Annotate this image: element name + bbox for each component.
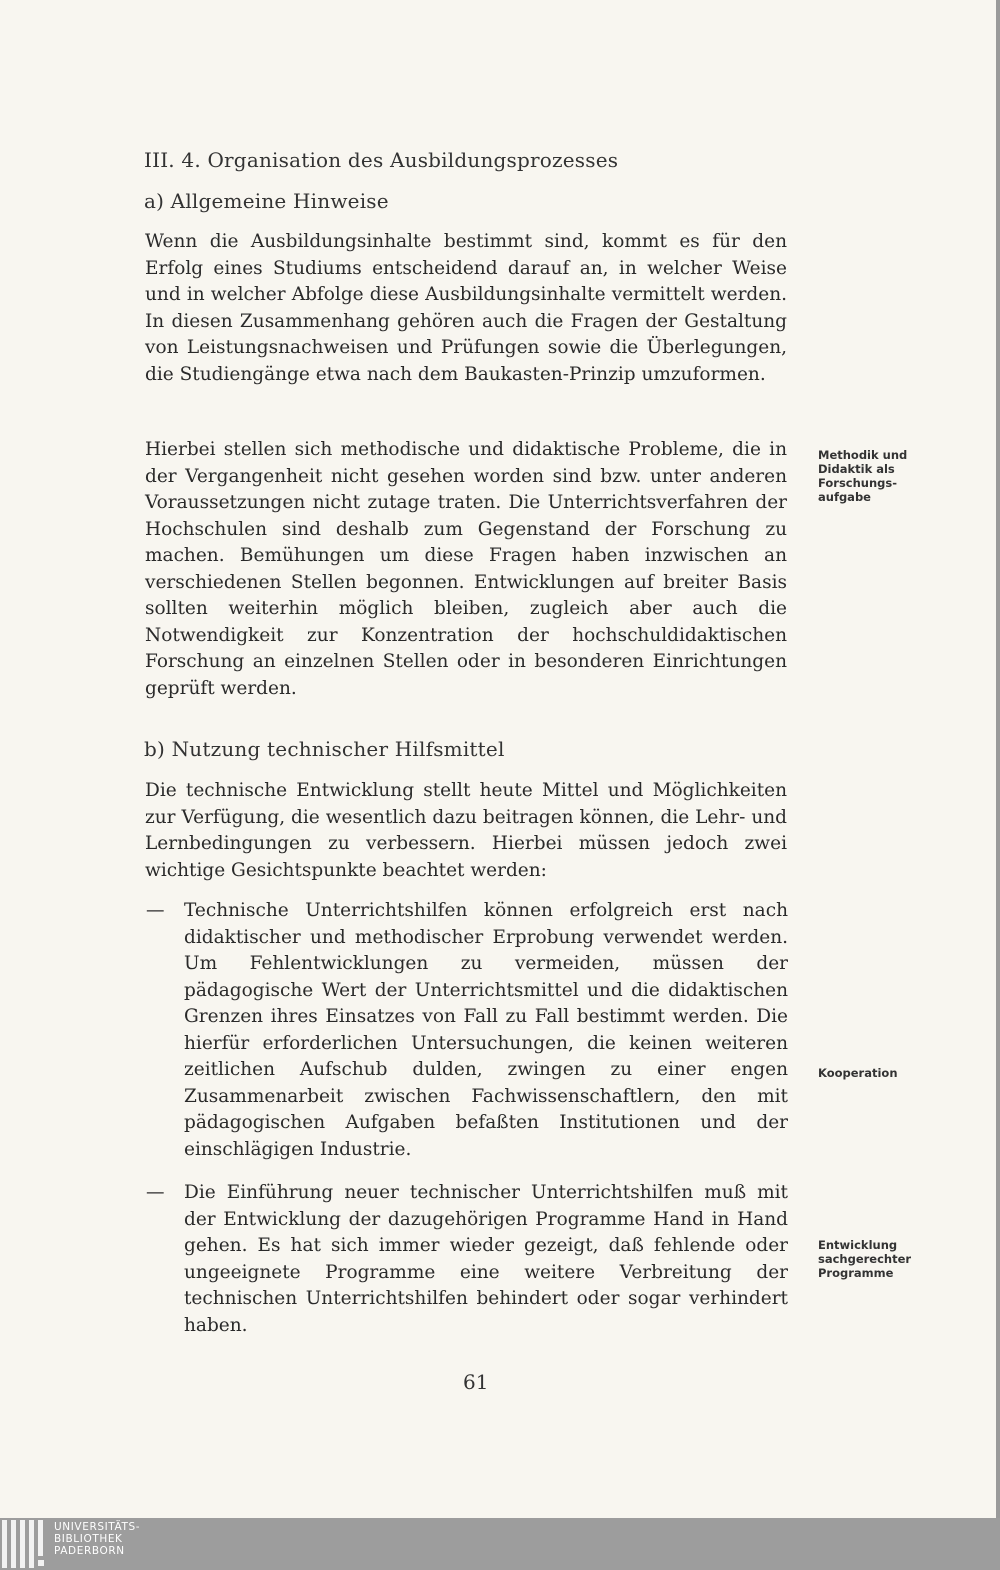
section-title: III. 4. Organisation des Ausbildungsprozesses	[144, 148, 619, 172]
margin-note-kooperation: Kooperation	[818, 1066, 898, 1080]
dash-bullet: —	[146, 900, 165, 921]
footer-bar	[0, 1518, 1000, 1570]
list-item-text: Technische Unterrichtshilfen können erfolgreich erst nach didaktischer und methodischer Erprobung verwendet werden. Um Fehlentwicklungen zu vermeiden, müssen der pädagogische Wert der Unterrichtsmittel und die didaktischen Grenzen ihres Einsatzes von Fall zu Fall bestimmt werden. Die hierfür erforderlichen Untersuchungen, die keinen weiteren zeitlichen Aufschub dulden, zwingen zu einer engen Zusammenarbeit zwischen Fachwissenschaftlern, den mit pädagogischen Aufgaben befaßten Institutionen und der einschlägigen Industrie.	[184, 900, 788, 1160]
paragraph-b1: Die technische Entwicklung stellt heute Mittel und Möglichkeiten zur Verfügung, die wesentlich dazu beitragen können, die Lehr- und Lernbedingungen zu verbessern. Hierbei müssen jedoch zwei wichtige Gesichtspunkte beachtet werden:	[145, 780, 787, 881]
subsection-a-title: a) Allgemeine Hinweise	[144, 189, 389, 213]
list-item	[146, 1180, 788, 1339]
logo-dot	[38, 1560, 44, 1566]
subsection-b-title: b) Nutzung technischer Hilfsmittel	[144, 737, 505, 761]
paragraph-a2: Hierbei stellen sich methodische und didaktische Probleme, die in der Vergangenheit nicht gesehen worden sind bzw. unter anderen Voraussetzungen nicht zutage traten. Die Unterrichtsverfahren der Hochschulen sind deshalb zum Gegenstand der Forschung zu machen. Bemühungen um diese Fragen haben inzwischen an verschiedenen Stellen begonnen. Entwicklungen auf breiter Basis sollten weiterhin möglich bleiben, zugleich aber auch die Notwendigkeit zur Konzentration der hochschuldidaktischen Forschung an einzelnen Stellen oder in besonderen Einrichtungen geprüft werden.	[145, 439, 787, 699]
margin-note-programme: Entwicklung sachgerechter Programme	[818, 1238, 912, 1280]
list-item-text: Die Einführung neuer technischer Unterrichtshilfen muß mit der Entwicklung der dazugehörigen Programme Hand in Hand gehen. Es hat sich immer wieder gezeigt, daß fehlende oder ungeeignete Programme eine weitere Verbreitung der technischen Unterrichtshilfen behindert oder sogar verhindert haben.	[184, 1182, 788, 1336]
list-item	[146, 898, 788, 1163]
page-number: 61	[463, 1370, 489, 1394]
margin-note-methodik: Methodik und Didaktik als Forschungs- aufgabe	[818, 448, 908, 504]
dash-bullet: —	[146, 1182, 165, 1203]
paragraph-a1: Wenn die Ausbildungsinhalte bestimmt sind, kommt es für den Erfolg eines Studiums entscheidend darauf an, in welcher Weise und in welcher Abfolge diese Ausbildungsinhalte vermittelt werden. In diesen Zusammenhang gehören auch die Fragen der Gestaltung von Leistungsnachweisen und Prüfungen sowie die Überlegungen, die Studiengänge etwa nach dem Baukasten-Prinzip umzuformen.	[145, 231, 787, 385]
library-logo-text: UNIVERSITÄTS- BIBLIOTHEK PADERBORN	[54, 1521, 141, 1557]
